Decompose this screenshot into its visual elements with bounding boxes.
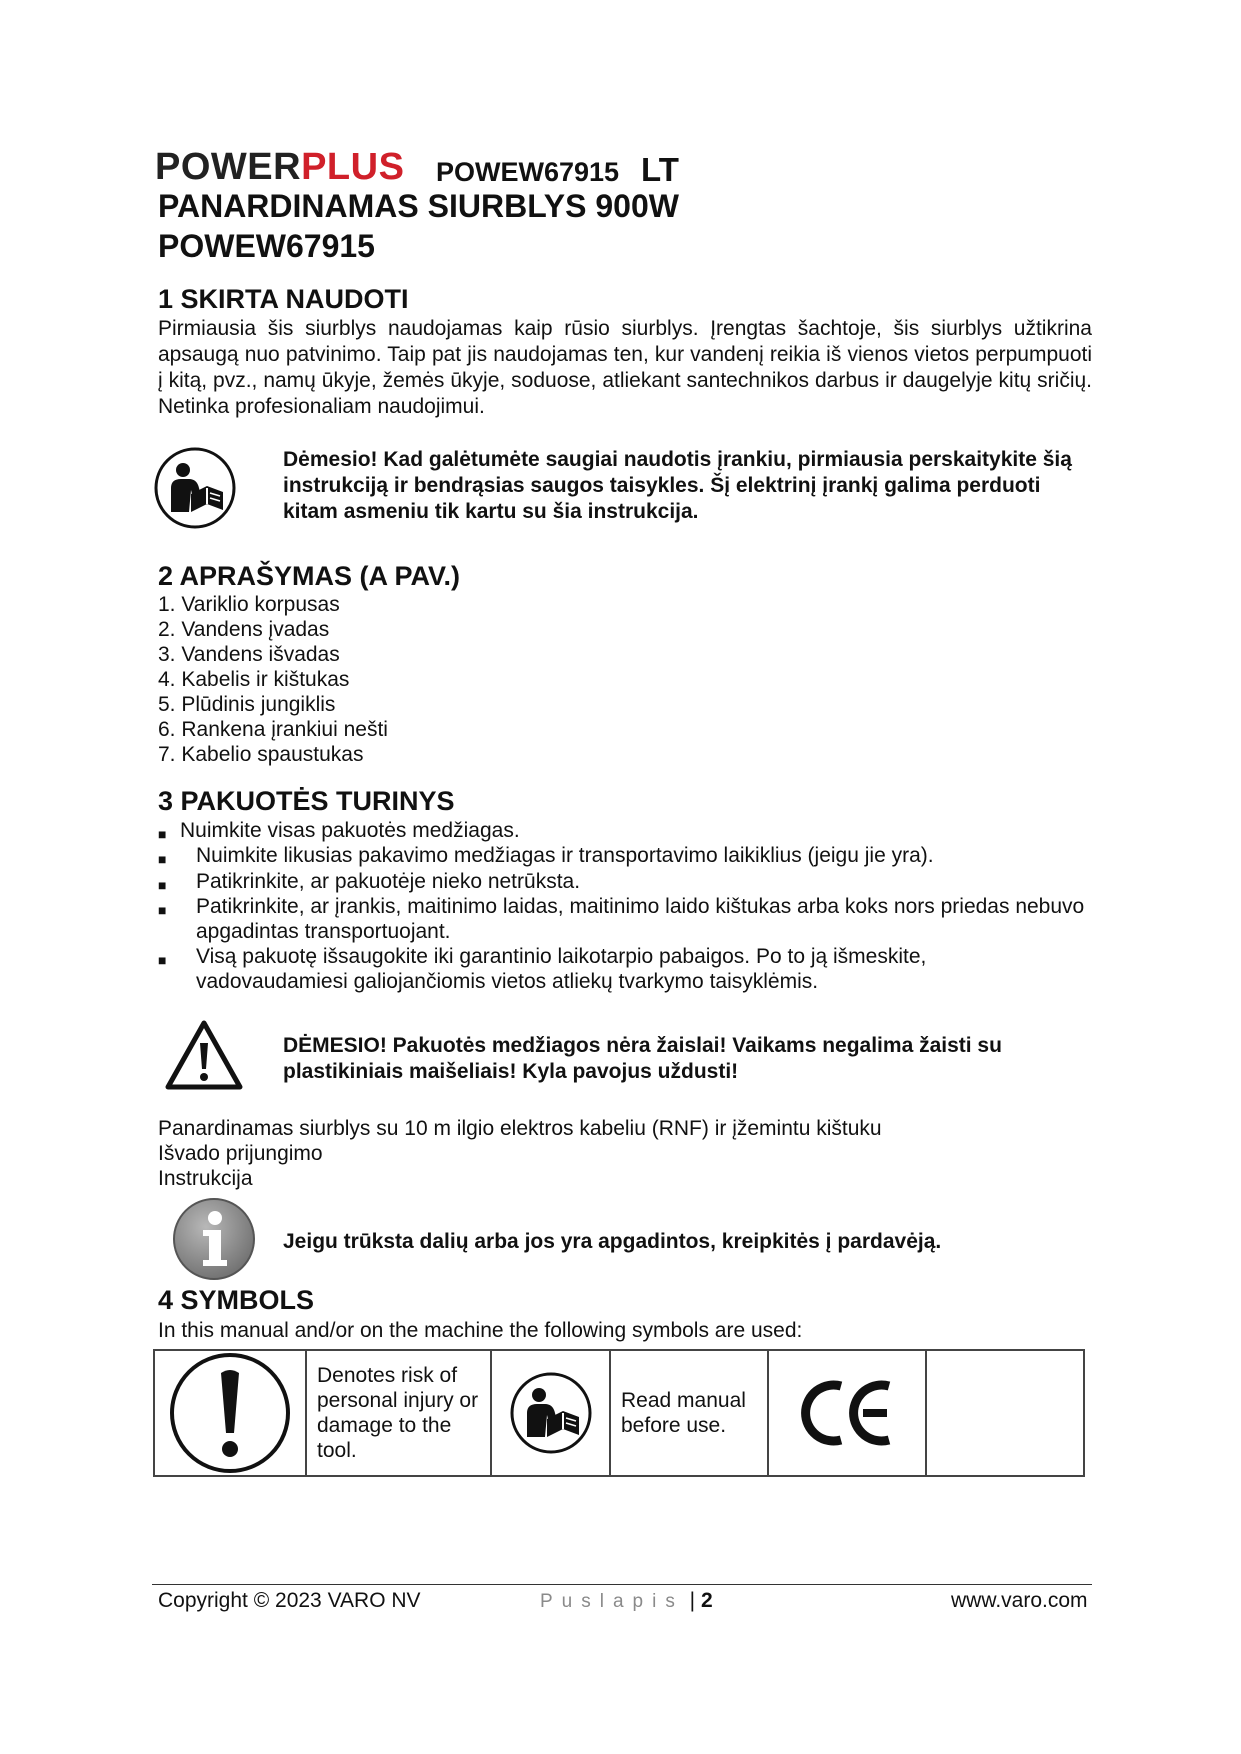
read-manual-icon [509,1371,593,1455]
contents-line: Išvado prijungimo [158,1142,323,1165]
footer-copyright: Copyright © 2023 VARO NV [158,1589,421,1612]
packaging-warning: DĖMESIO! Pakuotės medžiagos nėra žaislai! Vaikams negalima žaisti su plastikiniais maišeliais! Kyla pavojus uždusti! [283,1034,1002,1083]
section-heading-description: 2 APRAŠYMAS (A PAV.) [158,561,461,591]
symbol-cell [154,1350,306,1476]
list-item: 7. Kabelio spaustukas [158,743,364,766]
symbol-description-cell [306,1350,491,1476]
page-label: Puslapis [540,1591,684,1612]
symbol-description-cell [926,1350,1084,1476]
warning-triangle-icon [164,1019,244,1091]
info-icon [171,1196,257,1282]
page-number: 2 [700,1589,713,1612]
safety-notice: Dėmesio! Kad galėtumėte saugiai naudotis įrankiu, pirmiausia perskaitykite šią instrukciją ir bendrąsias saugos taisykles. Šį elektrinį įrankį galima perduoti kitam asmeniu tik kartu su šia instrukcija. [283,448,1072,523]
list-item: 1. Variklio korpusas [158,593,340,616]
symbol-cell [768,1350,926,1476]
bullet-text: Patikrinkite, ar įrankis, maitinimo laidas, maitinimo laido kištukas arba koks nors priedas nebuvo apgadintas transportuojant. [196,895,1085,943]
contents-line: Instrukcija [158,1167,253,1190]
symbols-intro: In this manual and/or on the machine the following symbols are used: [158,1319,803,1342]
brand-logo [155,146,404,189]
bullet-mark: ■ [158,952,167,968]
page-title: PANARDINAMAS SIURBLYS 900W [158,188,679,224]
list-item: 3. Vandens išvadas [158,643,340,666]
section-heading-intended-use: 1 SKIRTA NAUDOTI [158,284,409,314]
contents-line: Panardinamas siurblys su 10 m ilgio elektros kabeliu (RNF) ir įžemintu kištuku [158,1117,882,1140]
bullet-text: Nuimkite likusias pakavimo medžiagas ir transportavimo laikiklius (jeigu jie yra). [196,844,934,867]
bullet-mark: ■ [158,826,167,842]
bullet-mark: ■ [158,902,167,918]
table-row [154,1350,1084,1476]
intended-use-paragraph: Pirmiausia šis siurblys naudojamas kaip rūsio siurblys. Įrengtas šachtoje, šis siurblys užtikrina apsaugą nuo patvinimo. Taip pat jis naudojamas ten, kur vandenį reikia iš vienos vietos perpumpuoti į kitą, pvz., namų ūkyje, žemės ūkyje, soduose, atliekant santechnikos darbus ir daugelyje kitų sričių. Netinka profesionaliam naudojimui. [158,317,1092,418]
bullet-text: Patikrinkite, ar pakuotėje nieko netrūksta. [196,870,581,893]
brand-logo-plus: PLUS [301,146,405,188]
symbol-description-cell [610,1350,768,1476]
brand-logo-power: POWER [155,146,302,188]
footer-divider [152,1584,1092,1585]
symbol-description: Read manual before use. [621,1389,746,1437]
section-heading-symbols: 4 SYMBOLS [158,1285,315,1315]
symbols-table [153,1349,1085,1477]
model-code: POWEW67915 [436,157,620,187]
read-manual-icon [153,446,237,530]
missing-parts-info: Jeigu trūksta dalių arba jos yra apgadintos, kreipkitės į pardavėją. [283,1230,942,1253]
language-code: LT [641,151,679,188]
footer-page-indicator [540,1589,713,1613]
bullet-text: Nuimkite visas pakuotės medžiagas. [180,819,520,842]
page-subtitle: POWEW67915 [158,228,375,264]
list-item: 5. Plūdinis jungiklis [158,693,336,716]
symbol-description: Denotes risk of personal injury or damage to the tool. [317,1364,479,1462]
page-separator: | [689,1589,696,1612]
section-heading-package-contents: 3 PAKUOTĖS TURINYS [158,786,455,816]
bullet-text: Visą pakuotę išsaugokite iki garantinio laikotarpio pabaigos. Po to ją išmeskite, vadovaudamiesi galiojančiomis vietos atliekų tvarkymo taisyklėmis. [196,945,927,993]
list-item: 6. Rankena įrankiui nešti [158,718,388,741]
bullet-mark: ■ [158,877,167,893]
bullet-mark: ■ [158,851,167,867]
ce-mark-icon [799,1378,895,1448]
symbol-cell [491,1350,610,1476]
list-item: 4. Kabelis ir kištukas [158,668,350,691]
list-item: 2. Vandens įvadas [158,618,330,641]
parts-list [158,592,388,767]
exclamation-icon [168,1351,292,1475]
symbol-description [927,1407,1083,1419]
footer-website: www.varo.com [951,1589,1088,1612]
